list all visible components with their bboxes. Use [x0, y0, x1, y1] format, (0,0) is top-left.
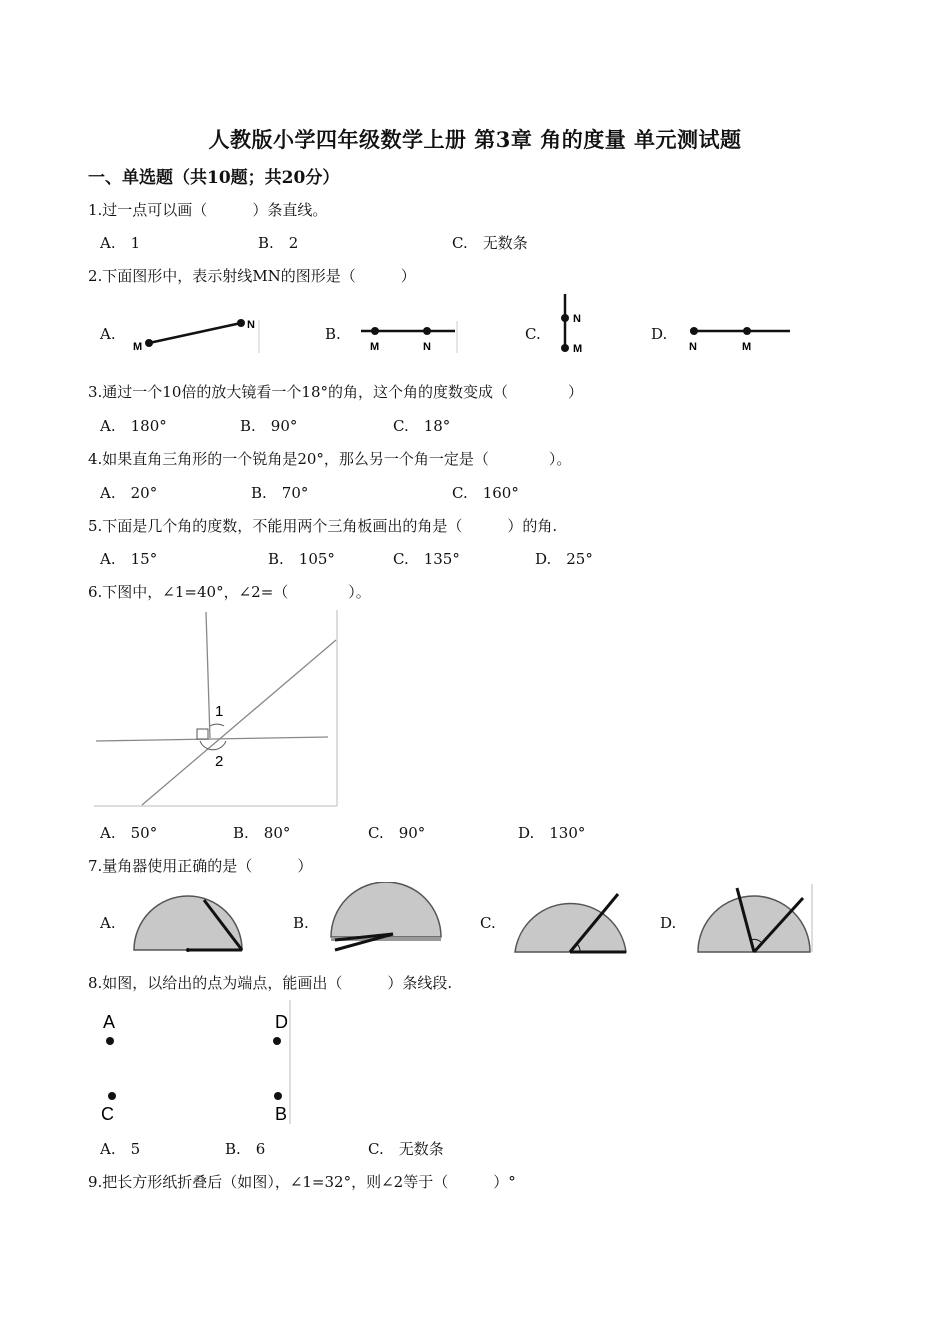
question-7-protractor-c	[510, 882, 630, 954]
question-4-stem: 4.如果直角三角形的一个锐角是20°，那么另一个角一定是（ ）。	[88, 450, 572, 468]
question-4-option-a[interactable]: A. 20°	[100, 484, 158, 502]
question-6-option-d[interactable]: D. 130°	[518, 824, 586, 842]
question-1-option-c[interactable]: C. 无数条	[452, 234, 528, 252]
question-7-protractor-b	[325, 882, 447, 954]
question-1-option-a[interactable]: A. 1	[100, 234, 141, 252]
question-9-stem: 9.把长方形纸折叠后（如图），∠1=32°，则∠2等于（ ）°	[88, 1173, 516, 1191]
question-5-stem: 5.下面是几个角的度数，不能用两个三角板画出的角是（ ）的角.	[88, 517, 558, 535]
question-2-stem: 2.下面图形中，表示射线MN的图形是（ ）	[88, 267, 416, 285]
question-6-stem: 6.下图中，∠1=40°，∠2=（ ）。	[88, 583, 371, 601]
question-8-figure	[95, 998, 295, 1126]
question-2-option-d[interactable]: D.	[651, 325, 668, 343]
question-5-option-b[interactable]: B. 105°	[268, 550, 335, 568]
label-m: M	[370, 341, 380, 353]
label-m: M	[573, 343, 583, 355]
label-point-d: D	[275, 1012, 288, 1032]
question-5-option-a[interactable]: A. 15°	[100, 550, 158, 568]
label-m: M	[133, 341, 143, 353]
question-1-stem: 1.过一点可以画（ ）条直线。	[88, 201, 328, 219]
question-6-option-b[interactable]: B. 80°	[233, 824, 291, 842]
question-5-option-d[interactable]: D. 25°	[535, 550, 593, 568]
question-4-option-c[interactable]: C. 160°	[452, 484, 519, 502]
label-angle-2: 2	[215, 753, 224, 770]
label-point-b: B	[275, 1104, 288, 1124]
question-8-option-b[interactable]: B. 6	[225, 1140, 266, 1158]
question-7-stem: 7.量角器使用正确的是（ ）	[88, 857, 313, 875]
question-4-option-b[interactable]: B. 70°	[251, 484, 309, 502]
label-n: N	[573, 313, 581, 325]
question-5-option-c[interactable]: C. 135°	[393, 550, 460, 568]
question-7-option-d[interactable]: D.	[660, 914, 677, 932]
label-n: N	[689, 341, 697, 353]
question-1-option-b[interactable]: B. 2	[258, 234, 299, 252]
question-2-option-b[interactable]: B.	[325, 325, 341, 343]
label-m: M	[742, 341, 752, 353]
question-6-option-a[interactable]: A. 50°	[100, 824, 158, 842]
question-2-option-c[interactable]: C.	[525, 325, 541, 343]
question-8-option-c[interactable]: C. 无数条	[368, 1140, 444, 1158]
label-angle-1: 1	[215, 703, 224, 720]
question-7-protractor-a	[130, 882, 245, 954]
question-6-figure	[92, 610, 342, 810]
question-2-figure-c	[553, 292, 593, 358]
label-n: N	[247, 319, 255, 331]
question-3-option-c[interactable]: C. 18°	[393, 417, 451, 435]
label-point-a: A	[103, 1012, 116, 1032]
question-2-figure-a	[125, 305, 265, 360]
question-7-option-a[interactable]: A.	[100, 914, 116, 932]
question-3-option-a[interactable]: A. 180°	[100, 417, 167, 435]
label-point-c: C	[101, 1104, 114, 1124]
question-3-stem: 3.通过一个10倍的放大镜看一个18°的角，这个角的度数变成（ ）	[88, 383, 583, 401]
question-7-option-b[interactable]: B.	[293, 914, 309, 932]
question-3-option-b[interactable]: B. 90°	[240, 417, 298, 435]
question-8-option-a[interactable]: A. 5	[100, 1140, 141, 1158]
question-8-stem: 8.如图，以给出的点为端点，能画出（ ）条线段.	[88, 974, 453, 992]
question-2-option-a[interactable]: A.	[100, 325, 116, 343]
question-2-figure-d	[680, 305, 795, 360]
question-7-option-c[interactable]: C.	[480, 914, 496, 932]
section-heading: 一、单选题（共10题；共20分）	[88, 168, 340, 188]
question-2-figure-b	[355, 305, 465, 360]
page-title: 人教版小学四年级数学上册 第3章 角的度量 单元测试题	[208, 127, 742, 152]
label-n: N	[423, 341, 431, 353]
question-6-option-c[interactable]: C. 90°	[368, 824, 426, 842]
question-7-protractor-d	[693, 882, 815, 954]
